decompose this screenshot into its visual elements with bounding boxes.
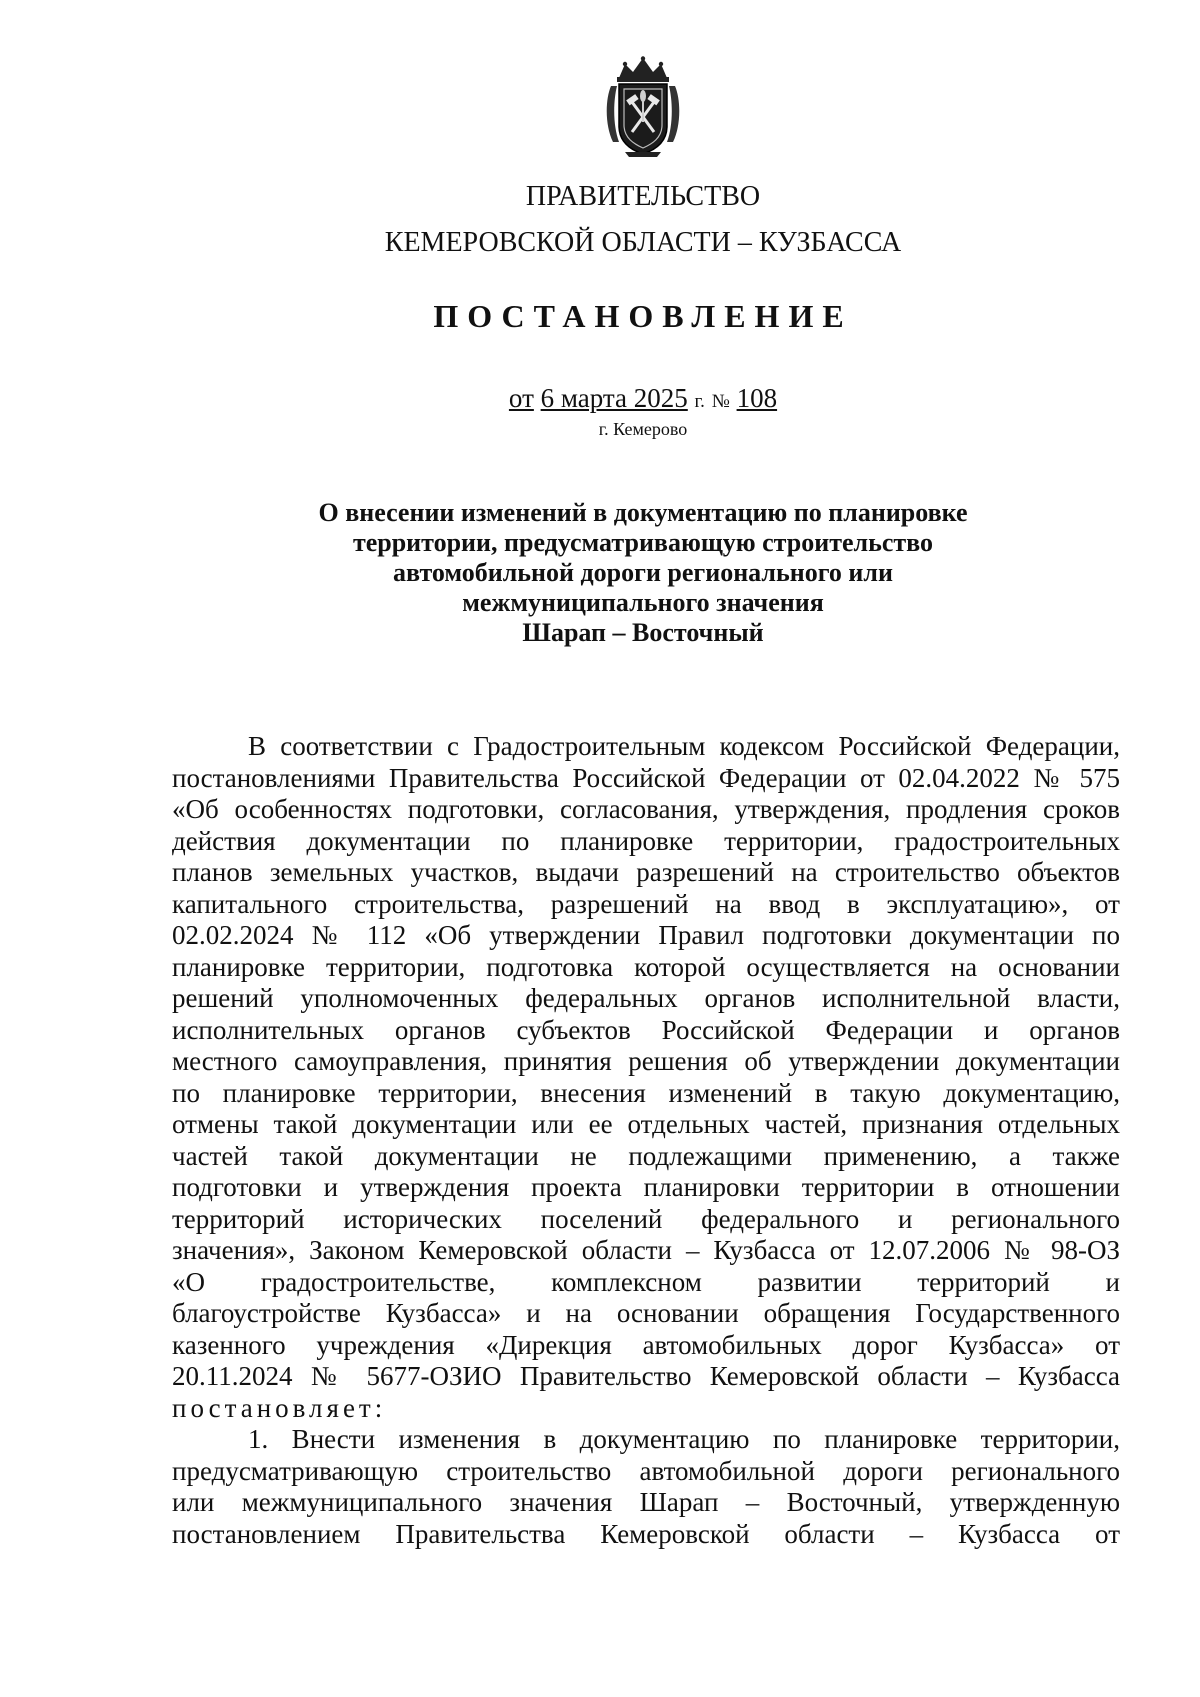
body-line: территорий исторических поселений федерального и регионального [172,1203,1120,1234]
body-line: частей такой документации не подлежащими применению, а также [172,1140,1120,1171]
document-body [172,731,1120,1550]
title-line: территории, предусматривающую строительство [352,528,934,557]
document-number: 108 [736,383,778,413]
body-line: В соответствии с Градостроительным кодексом Российской Федерации, [248,731,1120,761]
document-type: ПОСТАНОВЛЕНИЕ [433,298,853,334]
body-line: местного самоуправления, принятия решения об утверждении документации [172,1046,1120,1076]
body-line: планировке территории, подготовка которой осуществляется на основании [172,951,1120,982]
body-line: исполнительных органов субъектов Российской Федерации и органов [172,1014,1120,1045]
body-line: «О градостроительстве, комплексном развитии территорий и [172,1266,1120,1297]
date-number-line [0,382,1200,418]
government-name-line2: КЕМЕРОВСКОЙ ОБЛАСТИ – КУЗБАССА [384,227,902,258]
body-line: отмены такой документации или ее отдельных частей, признания отдельных [172,1109,1120,1139]
title-line: межмуниципального значения [462,588,824,617]
body-line: казенного учреждения «Дирекция автомобильных дорог Кузбасса» от [172,1329,1120,1360]
body-line: решений уполномоченных федеральных органов исполнительной власти, [172,983,1120,1013]
body-line: 20.11.2024 № 5677-ОЗИО Правительство Кемеровской области – Кузбасса [172,1361,1120,1391]
date-prefix: от [508,383,534,413]
body-line: постановлениями Правительства Российской Федерации от 02.04.2022 № 575 [172,762,1120,793]
body-line: благоустройстве Кузбасса» и на основании обращения Государственного [172,1298,1120,1328]
body-line: по планировке территории, внесения изменений в такую документацию, [172,1077,1120,1108]
title-line: автомобильной дороги регионального или [393,558,893,587]
city-label: г. Кемерово [598,419,688,439]
year-suffix: г. [694,391,705,412]
body-line: подготовки и утверждения проекта планировки территории в отношении [172,1172,1120,1202]
body-line: предусматривающую строительство автомобильной дороги регионального [172,1455,1120,1486]
body-line: постановляет: [172,1392,387,1423]
body-line: постановлением Правительства Кемеровской области – Кузбасса от [172,1518,1120,1549]
document-title [220,498,1066,648]
title-line: О внесении изменений в документацию по планировке [318,498,968,527]
body-line: «Об особенностях подготовки, согласования, утверждения, продления сроков [172,794,1120,824]
body-line: капитального строительства, разрешений на ввод в эксплуатацию», от [172,888,1120,919]
government-name-line1: ПРАВИТЕЛЬСТВО [525,181,761,212]
coat-of-arms-icon [605,56,681,158]
body-line: 02.02.2024 № 112 «Об утверждении Правил подготовки документации по [172,920,1120,950]
document-date: 6 марта 2025 [540,383,688,413]
body-line: 1. Внести изменения в документацию по планировке территории, [248,1424,1120,1454]
number-sign: № [711,391,730,412]
title-line: Шарап – Восточный [522,618,764,647]
body-line: действия документации по планировке территории, градостроительных [172,825,1120,856]
body-line: значения», Законом Кемеровской области – Кузбасса от 12.07.2006 № 98-ОЗ [172,1235,1120,1265]
body-line: планов земельных участков, выдачи разрешений на строительство объектов [172,857,1120,887]
body-line: или межмуниципального значения Шарап – Восточный, утвержденную [172,1487,1120,1517]
